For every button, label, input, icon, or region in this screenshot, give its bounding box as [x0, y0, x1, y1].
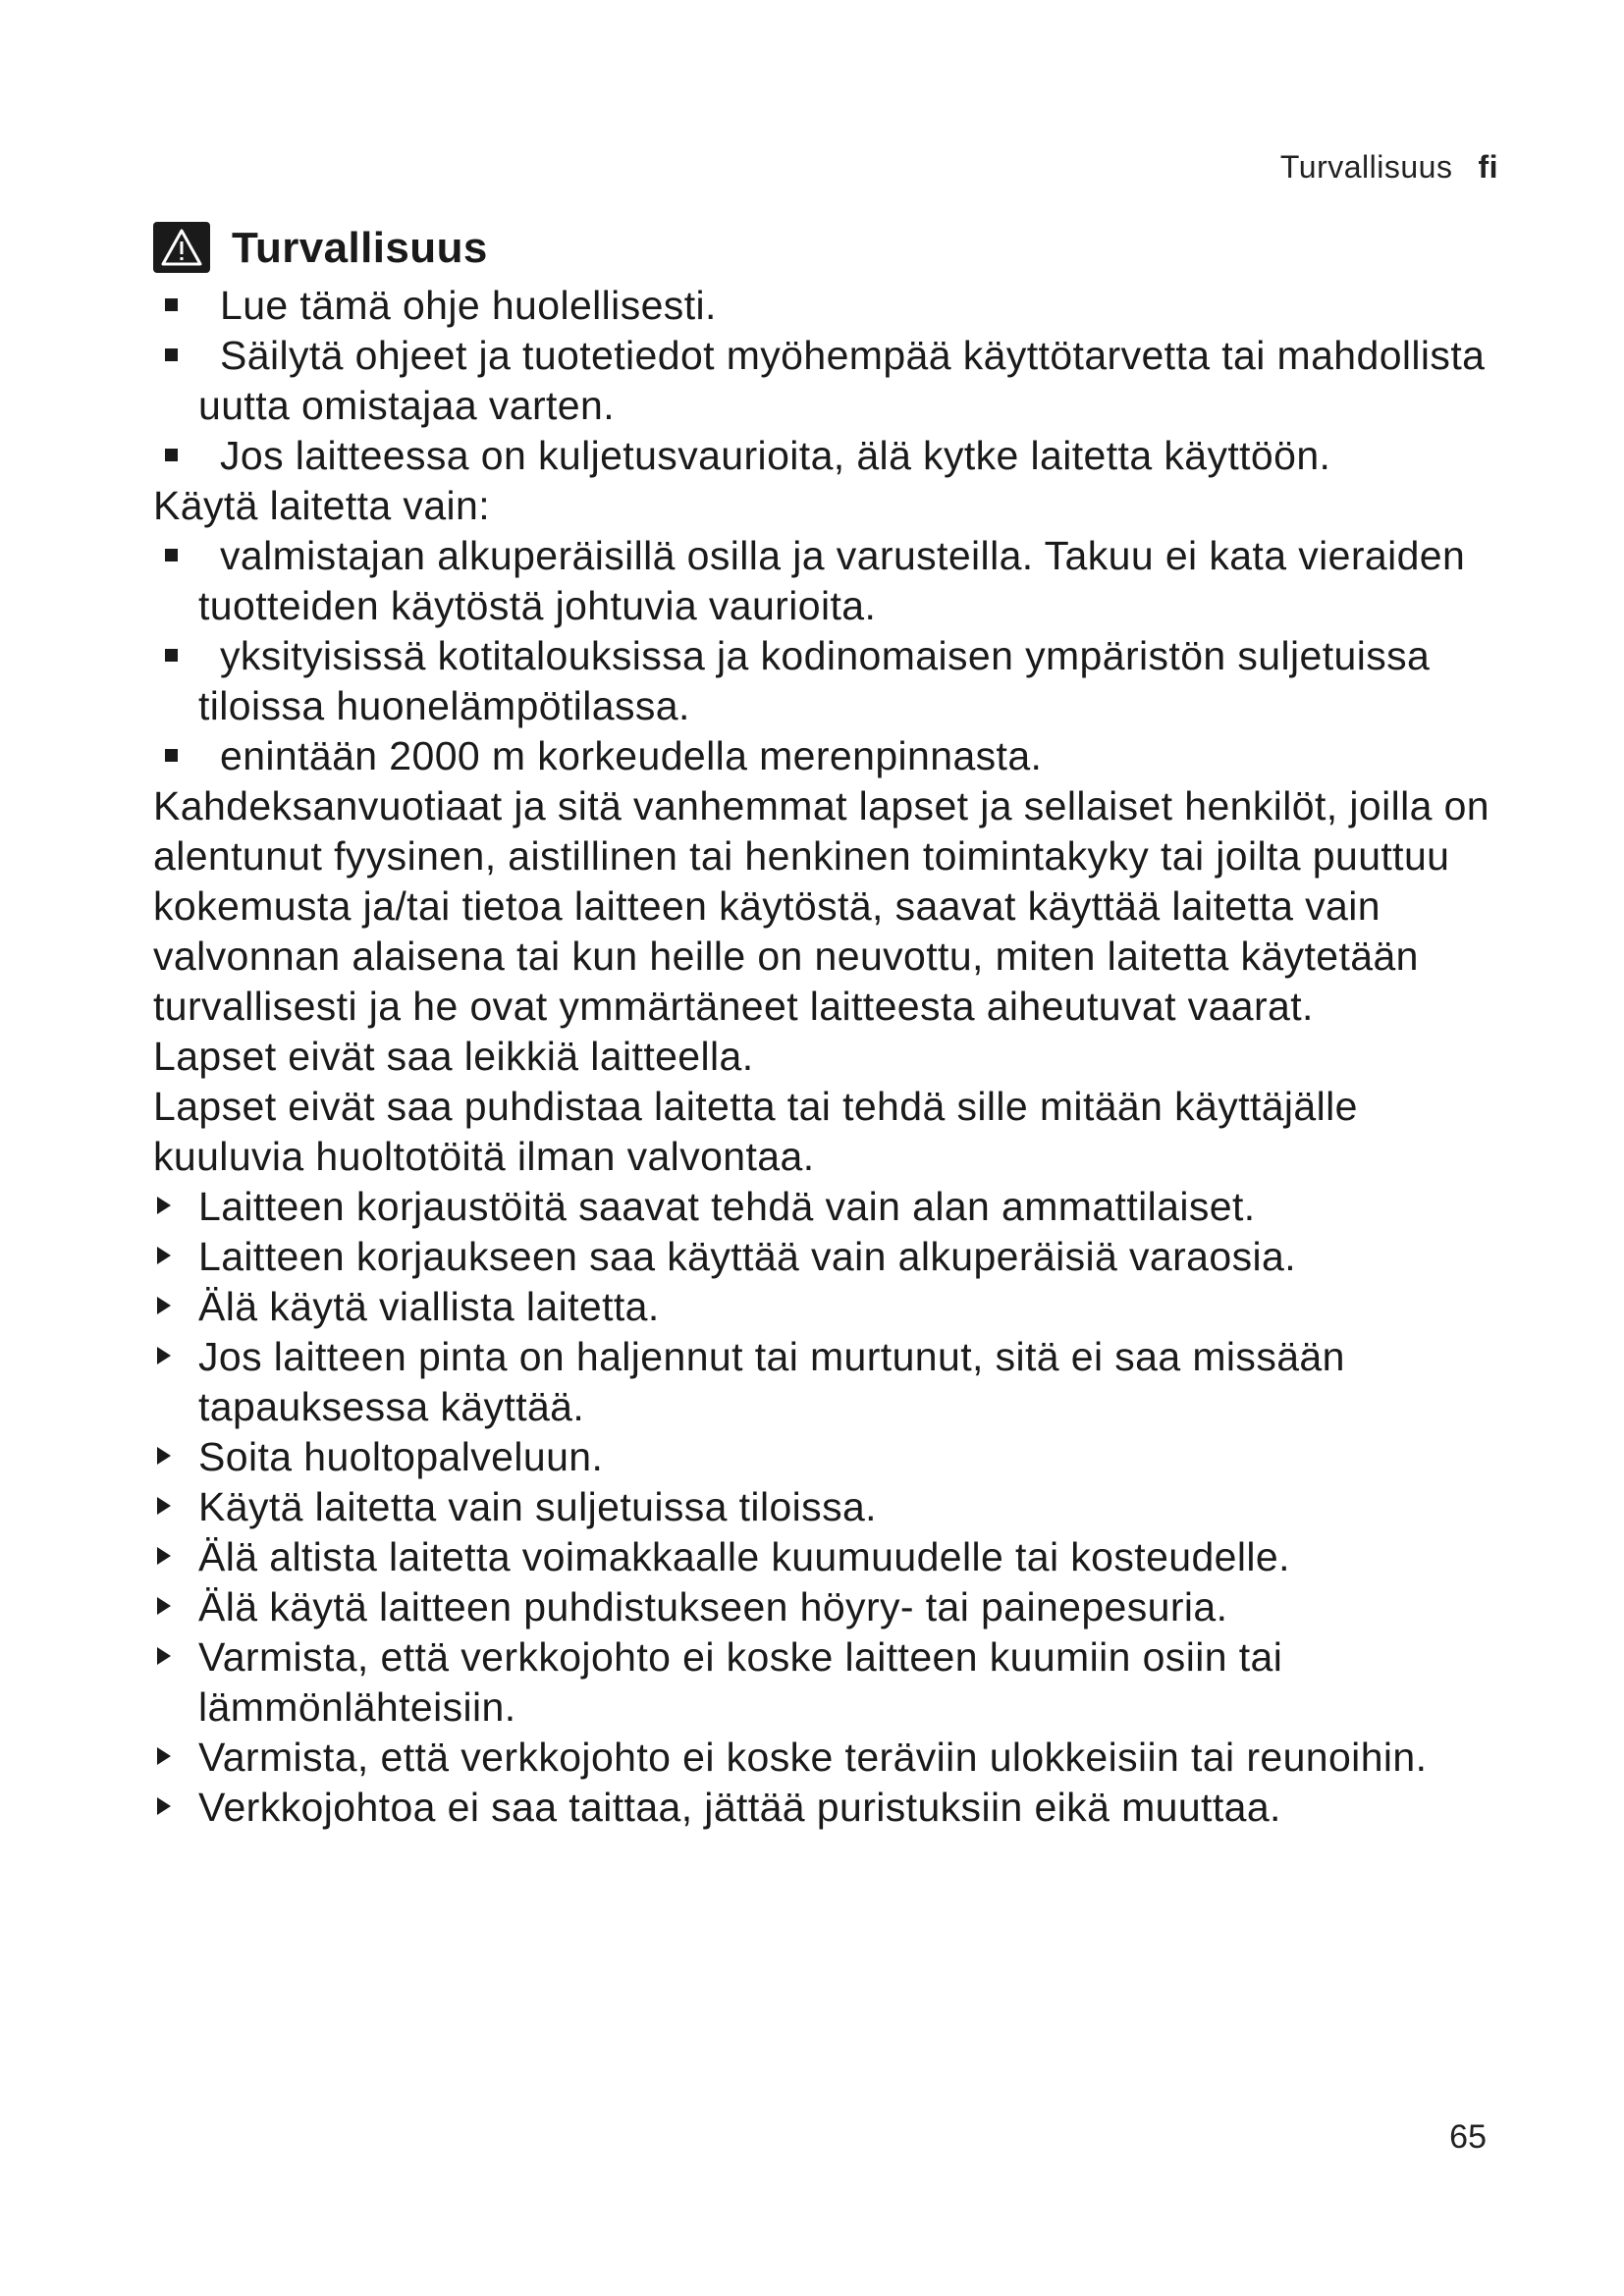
instruction-text: Varmista, että verkkojohto ei koske teräviin ulokkeisiin tai reunoihin. — [198, 1735, 1428, 1780]
list-item-text: yksityisissä kotitalouksissa ja kodinomaisen ympäristön suljetuissa tiloissa huonelämpötilassa. — [198, 633, 1431, 728]
instruction-item — [153, 1232, 1508, 1282]
triangle-bullet-icon — [157, 1297, 171, 1314]
triangle-bullet-icon — [157, 1597, 171, 1615]
triangle-bullet-icon — [157, 1647, 171, 1665]
page-number: 65 — [1449, 2118, 1487, 2156]
square-bullet-icon — [165, 549, 178, 561]
triangle-bullet-icon — [157, 1197, 171, 1214]
running-header-section: Turvallisuus — [1279, 149, 1453, 185]
list-item — [153, 331, 1508, 431]
triangle-bullet-icon — [157, 1797, 171, 1815]
instruction-text: Soita huoltopalveluun. — [198, 1434, 604, 1479]
list-item-text: valmistajan alkuperäisillä osilla ja varusteilla. Takuu ei kata vieraiden tuotteiden käytöstä johtuvia vaurioita. — [198, 533, 1466, 628]
triangle-bullet-icon — [157, 1747, 171, 1765]
paragraph: Lapset eivät saa leikkiä laitteella. — [153, 1034, 754, 1079]
list-item — [153, 431, 1508, 481]
use-only-bullet-list — [153, 531, 1508, 781]
instruction-list — [153, 1182, 1508, 1833]
list-item — [153, 731, 1508, 781]
use-only-label: Käytä laitetta vain: — [153, 483, 491, 528]
instruction-text: Laitteen korjaustöitä saavat tehdä vain alan ammattilaiset. — [198, 1184, 1256, 1229]
instruction-text: Verkkojohtoa ei saa taittaa, jättää puristuksiin eikä muuttaa. — [198, 1785, 1281, 1830]
triangle-bullet-icon — [157, 1247, 171, 1264]
instruction-text: Älä käytä viallista laitetta. — [198, 1284, 660, 1329]
section-title: Turvallisuus — [232, 223, 488, 272]
triangle-bullet-icon — [157, 1497, 171, 1515]
paragraph: Kahdeksanvuotiaat ja sitä vanhemmat lapset ja sellaiset henkilöt, joilla on alentunut fyysinen, aistillinen tai henkinen toimintakyky tai joilta puuttuu kokemusta ja/tai tietoa laitteen käytöstä, saavat käyttää laitetta vain valvonnan alaisena tai kun heille on neuvottu, miten laitetta käytetään turvallisesti ja he ovat ymmärtäneet laitteesta aiheutuvat vaarat. — [153, 783, 1489, 1029]
instruction-item — [153, 1482, 1508, 1532]
instruction-item — [153, 1332, 1508, 1432]
list-item-text: Lue tämä ohje huolellisesti. — [220, 283, 717, 328]
list-item — [153, 281, 1508, 331]
square-bullet-icon — [165, 298, 178, 311]
instruction-text: Älä käytä laitteen puhdistukseen höyry- tai painepesuria. — [198, 1584, 1228, 1629]
square-bullet-icon — [165, 649, 178, 662]
page-content — [153, 218, 1508, 1833]
section-heading — [153, 218, 1508, 277]
instruction-item — [153, 1632, 1508, 1733]
instruction-text: Jos laitteen pinta on haljennut tai murtunut, sitä ei saa missään tapauksessa käyttää. — [198, 1334, 1345, 1429]
instruction-item — [153, 1582, 1508, 1632]
instruction-text: Varmista, että verkkojohto ei koske laitteen kuumiin osiin tai lämmönlähteisiin. — [198, 1634, 1283, 1730]
instruction-item — [153, 1783, 1508, 1833]
square-bullet-icon — [165, 449, 178, 461]
instruction-text: Käytä laitetta vain suljetuissa tiloissa. — [198, 1484, 877, 1529]
instruction-item — [153, 1733, 1508, 1783]
instruction-text: Laitteen korjaukseen saa käyttää vain alkuperäisiä varaosia. — [198, 1234, 1296, 1279]
instruction-item — [153, 1282, 1508, 1332]
triangle-bullet-icon — [157, 1447, 171, 1465]
square-bullet-icon — [165, 749, 178, 762]
warning-triangle-icon — [153, 222, 210, 273]
running-header — [1280, 149, 1498, 186]
list-item — [153, 531, 1508, 631]
square-bullet-icon — [165, 348, 178, 361]
triangle-bullet-icon — [157, 1547, 171, 1565]
paragraph: Lapset eivät saa puhdistaa laitetta tai tehdä sille mitään käyttäjälle kuuluvia huoltotöitä ilman valvontaa. — [153, 1084, 1358, 1179]
language-code: fi — [1478, 149, 1498, 185]
instruction-text: Älä altista laitetta voimakkaalle kuumuudelle tai kosteudelle. — [198, 1534, 1290, 1579]
list-item-text: enintään 2000 m korkeudella merenpinnasta. — [220, 733, 1043, 778]
list-item-text: Säilytä ohjeet ja tuotetiedot myöhempää käyttötarvetta tai mahdollista uutta omistajaa varten. — [198, 333, 1486, 428]
triangle-bullet-icon — [157, 1347, 171, 1364]
list-item — [153, 631, 1508, 731]
instruction-item — [153, 1432, 1508, 1482]
instruction-item — [153, 1182, 1508, 1232]
instruction-item — [153, 1532, 1508, 1582]
list-item-text: Jos laitteessa on kuljetusvaurioita, älä kytke laitetta käyttöön. — [220, 433, 1331, 478]
intro-bullet-list — [153, 281, 1508, 481]
